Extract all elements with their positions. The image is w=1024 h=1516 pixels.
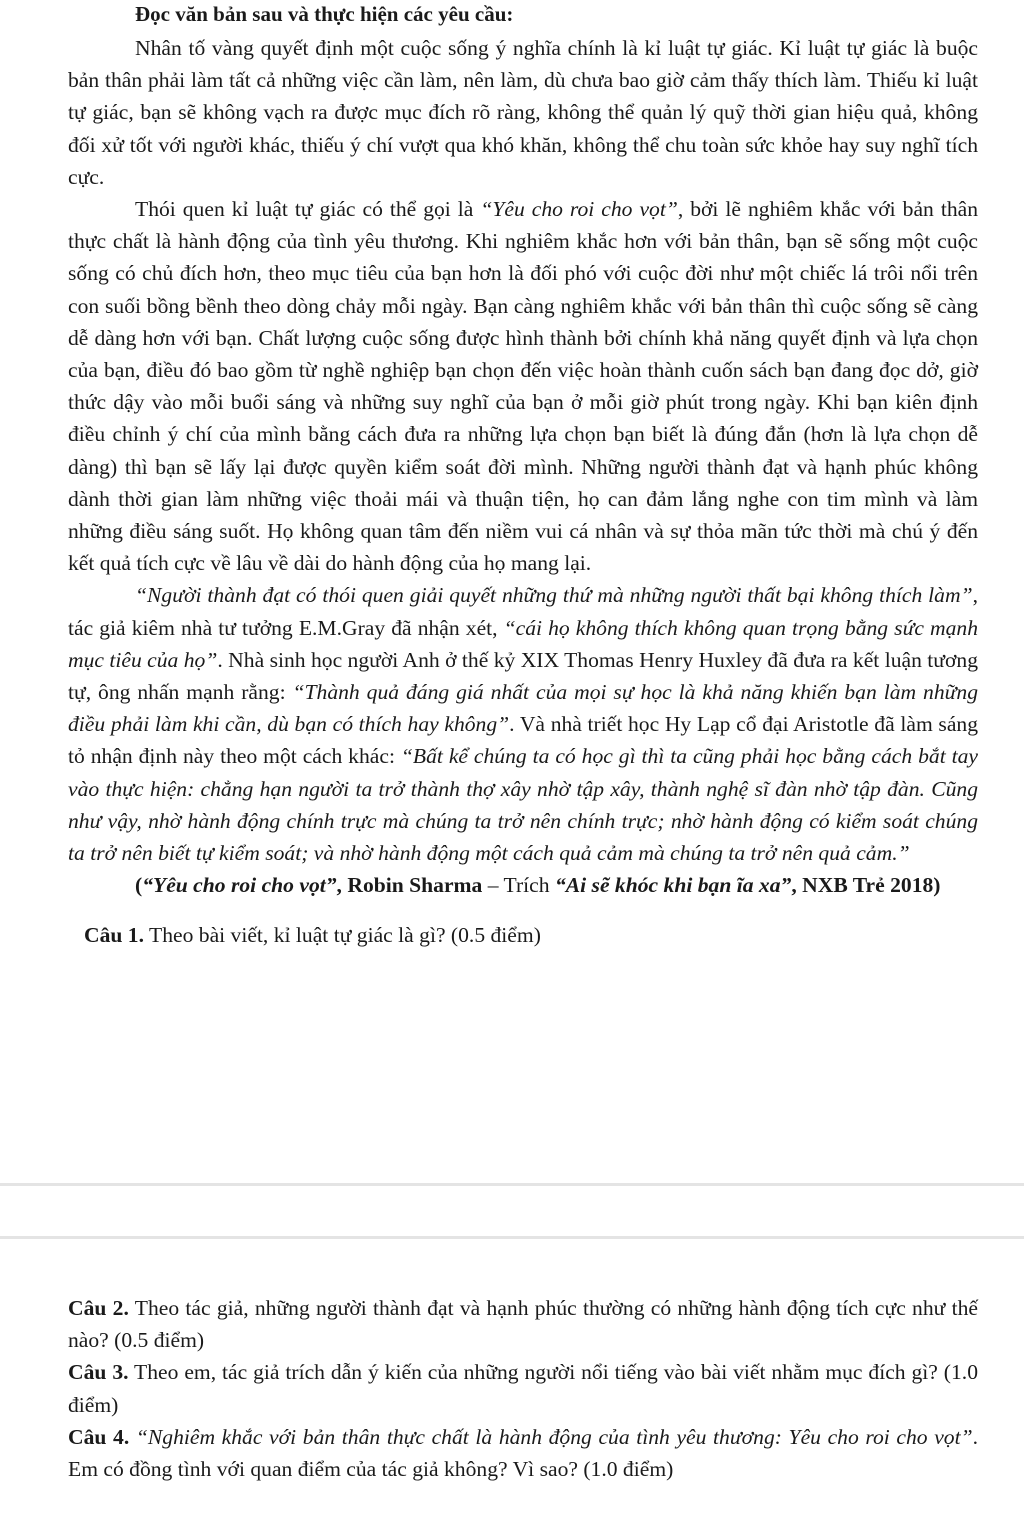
- question-3-text: Theo em, tác giả trích dẫn ý kiến của những người nổi tiếng vào bài viết nhằm mục đích gì? (1.0 điểm): [68, 1360, 978, 1417]
- source-mid: – Trích: [482, 873, 555, 898]
- source-book: “Ai sẽ khóc khi bạn ĩa xa”: [554, 873, 792, 898]
- paragraph-2-quote: “Yêu cho roi cho vọt”: [480, 197, 678, 222]
- quote-gray-2: “cái họ không thích không quan trọng bằng sức mạnh mục tiêu của họ”: [68, 615, 979, 672]
- questions-list: [68, 1292, 978, 1485]
- document-page-2: [0, 1260, 1024, 1516]
- question-1: [68, 919, 978, 951]
- quote-huxley: “Thành quả đáng giá nhất của mọi sự học là khả năng khiến bạn làm những điều phải làm khi cần, dù bạn có thích hay không”: [68, 680, 978, 737]
- question-4-quote: “Nghiêm khắc với bản thân thực chất là hành động của tình yêu thương: Yêu cho roi cho vọt”: [129, 1424, 973, 1449]
- paragraph-3-text-2: . Nhà sinh học người Anh ở thế kỷ XIX Thomas Henry Huxley đã đưa ra kết luận tương tự, ông nhấn mạnh rằng:: [68, 647, 978, 705]
- source-citation: [68, 869, 978, 901]
- question-3: [68, 1356, 978, 1420]
- paragraph-1: Nhân tố vàng quyết định một cuộc sống ý nghĩa chính là kỉ luật tự giác. Kỉ luật tự giác là buộc bản thân phải làm tất cả những việc cần làm, nên làm, dù chưa bao giờ cảm thấy thích làm. Thiếu kỉ luật tự giác, bạn sẽ không vạch ra được mục đích rõ ràng, không thể quản lý quỹ thời gian hiệu quả, không đối xử tốt với người khác, thiếu ý chí vượt qua khó khăn, không thể chu toàn sức khỏe hay suy nghĩ tích cực.: [68, 36, 978, 189]
- source-author: , Robin Sharma: [336, 873, 483, 898]
- question-2-text: Theo tác giả, những người thành đạt và hạnh phúc thường có những hành động tích cực như thế nào? (0.5 điểm): [68, 1296, 979, 1353]
- quote-gray: “Người thành đạt có thói quen giải quyết những thứ mà những người thất bại không thích làm”: [135, 583, 973, 608]
- paragraph-3-text-1: , tác giả kiêm nhà tư tưởng E.M.Gray đã nhận xét,: [68, 583, 978, 640]
- paragraph-2-rest: , bởi lẽ nghiêm khắc với bản thân thực chất là hành động của tình yêu thương. Khi nghiêm khắc hơn với bản thân, bạn sẽ sống một cuộc sống có chủ đích hơn, theo mục tiêu của bạn hơn là đối phó với cuộc đời như một chiếc lá trôi nổi trên con suối bồng bềnh theo dòng chảy mỗi ngày. Bạn càng nghiêm khắc với bản thân thì cuộc sống sẽ càng dễ dàng hơn với bạn. Chất lượng cuộc sống được hình thành bởi chính khả năng quyết định và lựa chọn của bạn, điều đó bao gồm từ nghề nghiệp bạn chọn đến việc hoàn thành cuốn sách bạn đang đọc dở, giờ thức dậy vào mỗi buổi sáng và những suy nghĩ của bạn ở mỗi giờ phút trong ngày. Khi bạn kiên định điều chỉnh ý chí của mình bằng cách đưa ra những lựa chọn bạn biết là đúng đắn (hơn là lựa chọn dễ dàng) thì bạn sẽ lấy lại được quyền kiểm soát đời mình. Những người thành đạt và hạnh phúc không dành thời gian làm những việc thoải mái và thuận tiện, họ can đảm lắng nghe con tim mình và làm những điều sáng suốt. Họ không quan tâm đến niềm vui cá nhân và sự thỏa mãn tức thời mà chú ý đến kết quả tích cực về lâu về dài do hành động của họ mang lại.: [68, 197, 978, 576]
- paragraph-3-text-3: . Và nhà triết học Hy Lạp cổ đại Aristotle đã làm sáng tỏ nhận định này theo một cách khác:: [68, 712, 978, 769]
- question-4-label: Câu 4.: [68, 1424, 130, 1449]
- instruction-heading: Đọc văn bản sau và thực hiện các yêu cầu:: [135, 2, 514, 26]
- question-1-label: Câu 1.: [84, 923, 144, 948]
- question-4-text: . Em có đồng tình với quan điểm của tác giả không? Vì sao? (1.0 điểm): [68, 1424, 978, 1482]
- reading-passage: [68, 32, 978, 952]
- question-3-label: Câu 3.: [68, 1360, 129, 1385]
- source-open: (: [135, 873, 143, 898]
- question-1-text: Theo bài viết, kỉ luật tự giác là gì? (0.5 điểm): [144, 923, 541, 948]
- source-title: “Yêu cho roi cho vọt”: [142, 873, 337, 898]
- paragraph-3: [68, 579, 978, 869]
- question-4: [68, 1421, 978, 1485]
- question-2-label: Câu 2.: [68, 1296, 129, 1320]
- source-comma: ,: [791, 873, 797, 898]
- page-separator-bottom: [0, 1236, 1024, 1239]
- paragraph-2-start: Thói quen kỉ luật tự giác có thể gọi là: [135, 197, 481, 222]
- source-publisher: NXB Trẻ 2018): [802, 873, 941, 898]
- paragraph-2: [68, 193, 978, 579]
- question-2: [68, 1292, 978, 1356]
- page-gap: [0, 1186, 1024, 1236]
- quote-aristotle: “Bất kể chúng ta có học gì thì ta cũng phải học bằng cách bắt tay vào thực hiện: chẳng hạn người ta trở thành thợ xây nhờ tập xây, thành nghệ sĩ đàn nhờ tập đàn. Cũng như vậy, nhờ hành động chính trực mà chúng ta trở nên chính trực; nhờ hành động có kiểm soát chúng ta trở nên biết tự kiểm soát; và nhờ hành động một cách quả cảm mà chúng ta trở nên quả cảm.”: [68, 744, 979, 866]
